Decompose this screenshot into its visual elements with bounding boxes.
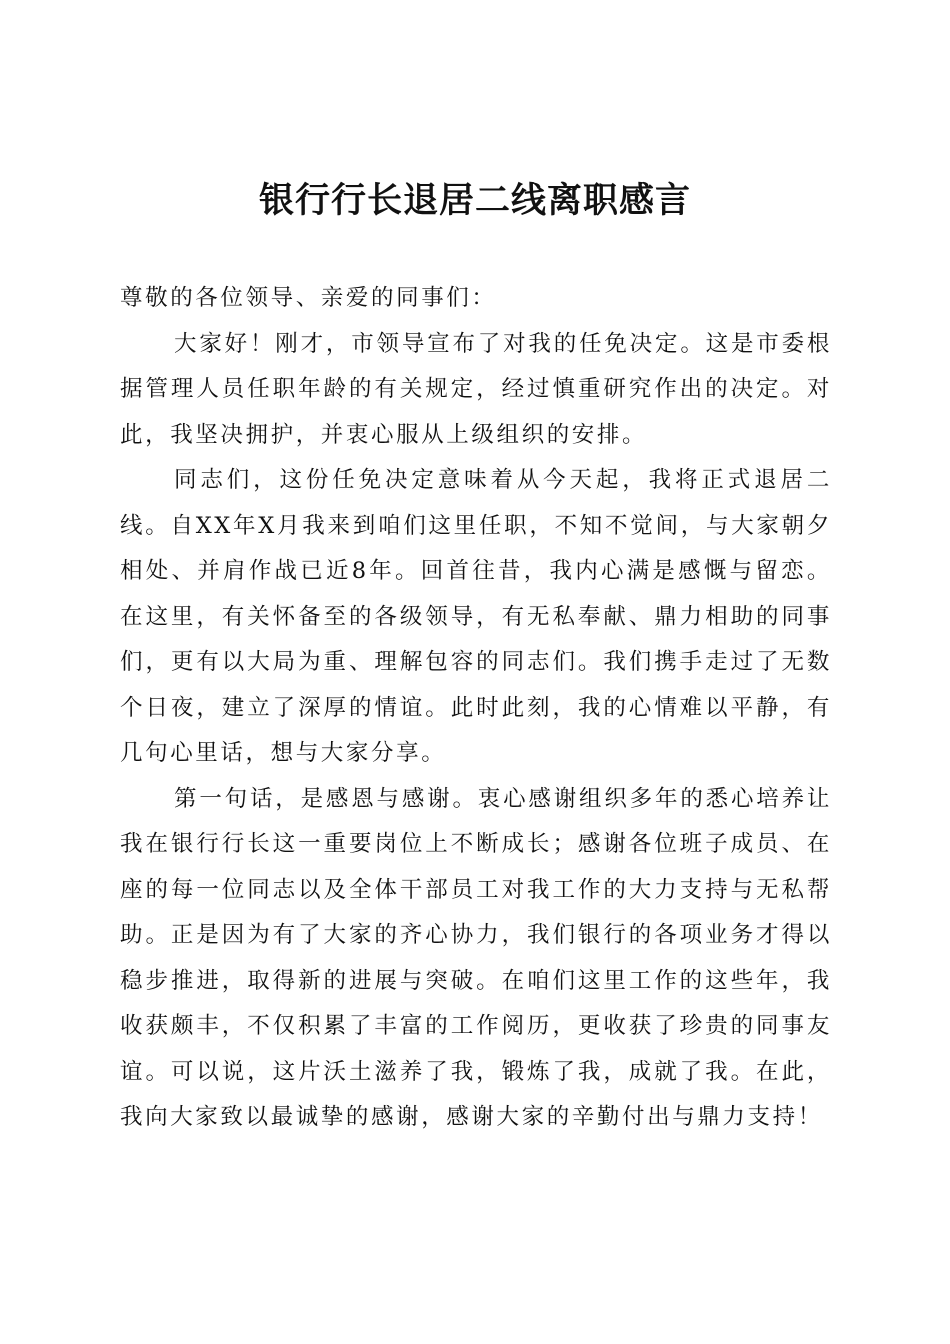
paragraph-3: 第一句话，是感恩与感谢。衷心感谢组织多年的悉心培养让我在银行行长这一重要岗位上不断成长；感谢各位班子成员、在座的每一位同志以及全体干部员工对我工作的大力支持与无私帮助。正是因为有了大家的齐心协力，我们银行的各项业务才得以稳步推进，取得新的进展与突破。在咱们这里工作的这些年，我收获颇丰，不仅积累了丰富的工作阅历，更收获了珍贵的同事友谊。可以说，这片沃土滋养了我，锻炼了我，成就了我。在此，我向大家致以最诚挚的感谢，感谢大家的辛勤付出与鼎力支持！ xyxy=(120,785,832,1130)
document-body xyxy=(120,276,832,1141)
salutation: 尊敬的各位领导、亲爱的同事们： xyxy=(120,285,497,311)
paragraph-1: 大家好！刚才，市领导宣布了对我的任免决定。这是市委根据管理人员任职年龄的有关规定，经过慎重研究作出的决定。对此，我坚决拥护，并衷心服从上级组织的安排。 xyxy=(120,330,832,448)
paragraph-2: 同志们，这份任免决定意味着从今天起，我将正式退居二线。自XX年X月我来到咱们这里任职，不知不觉间，与大家朝夕相处、并肩作战已近8年。回首往昔，我内心满是感慨与留恋。在这里，有关怀备至的各级领导，有无私奉献、鼎力相助的同事们，更有以大局为重、理解包容的同志们。我们携手走过了无数个日夜，建立了深厚的情谊。此时此刻，我的心情难以平静，有几句心里话，想与大家分享。 xyxy=(120,467,832,766)
document-title: 银行行长退居二线离职感言 xyxy=(258,180,691,221)
